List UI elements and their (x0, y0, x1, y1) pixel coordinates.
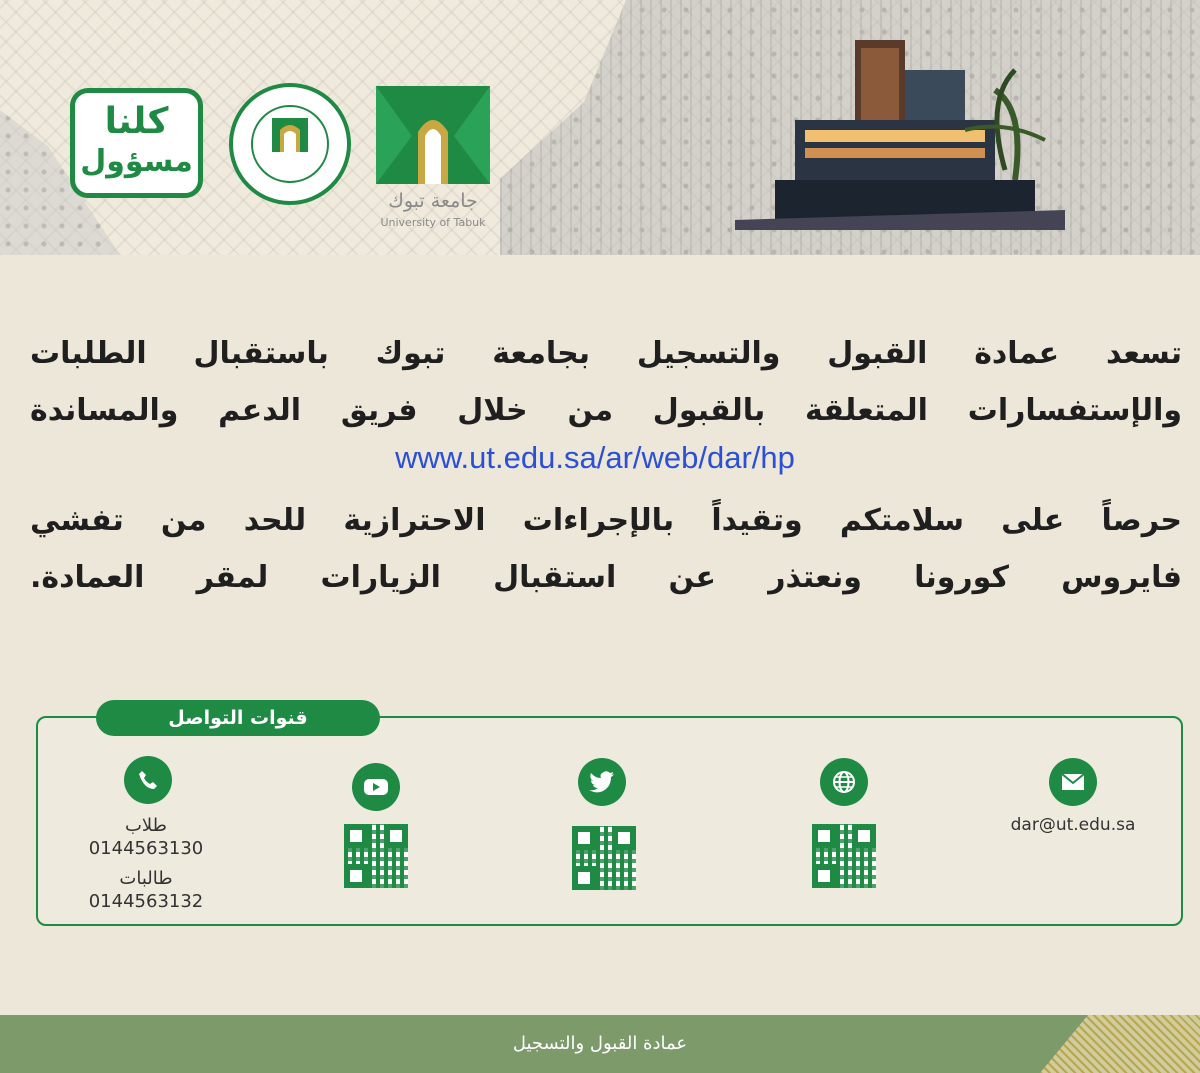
footer-bar (0, 1015, 1200, 1073)
kolna-logo-line2: مسؤول (80, 144, 193, 179)
twitter-qr-code[interactable] (572, 826, 636, 890)
envelope-icon[interactable] (1049, 758, 1097, 806)
globe-icon[interactable] (820, 758, 868, 806)
footer-deanship-name: عمادة القبول والتسجيل (512, 1033, 688, 1054)
tabuk-logo-english: University of Tabuk (380, 216, 486, 229)
phone-icon[interactable] (124, 756, 172, 804)
logos-row (0, 78, 1200, 238)
male-students-phone[interactable]: 0144563130 (88, 838, 204, 859)
announcement-paragraph-2 (30, 492, 1182, 606)
contact-channels-title: قنوات التواصل (96, 700, 380, 736)
university-of-tabuk-logo (372, 82, 494, 232)
youtube-icon[interactable] (352, 763, 400, 811)
male-students-label: طلاب (124, 815, 167, 836)
tabuk-emblem (372, 82, 494, 190)
deanship-seal-logo (228, 82, 352, 206)
email-address[interactable]: dar@ut.edu.sa (1010, 815, 1136, 835)
female-students-label: طالبات (119, 868, 173, 889)
youtube-qr-code[interactable] (344, 824, 408, 888)
announcement-paragraph-1 (30, 325, 1182, 439)
tabuk-logo-arabic: جامعة تبوك (388, 190, 478, 212)
twitter-icon[interactable] (578, 758, 626, 806)
announcement-line-2: والإستفسارات المتعلقة بالقبول من خلال فريق الدعم والمساندة (30, 393, 1182, 428)
announcement-line-4: فايروس كورونا ونعتذر عن استقبال الزيارات لمقر العمادة. (30, 560, 1182, 595)
announcement-line-1: تسعد عمادة القبول والتسجيل بجامعة تبوك باستقبال الطلبات (30, 336, 1182, 371)
website-qr-code[interactable] (812, 824, 876, 888)
kolna-logo-line1: كلنا (104, 101, 169, 142)
kolna-masool-logo (70, 88, 203, 198)
female-students-phone[interactable]: 0144563132 (88, 891, 204, 912)
support-url-link[interactable]: www.ut.edu.sa/ar/web/dar/hp (395, 440, 795, 475)
announcement-line-3: حرصاً على سلامتكم وتقيداً بالإجراءات الاحترازية للحد من تفشي (30, 503, 1182, 538)
